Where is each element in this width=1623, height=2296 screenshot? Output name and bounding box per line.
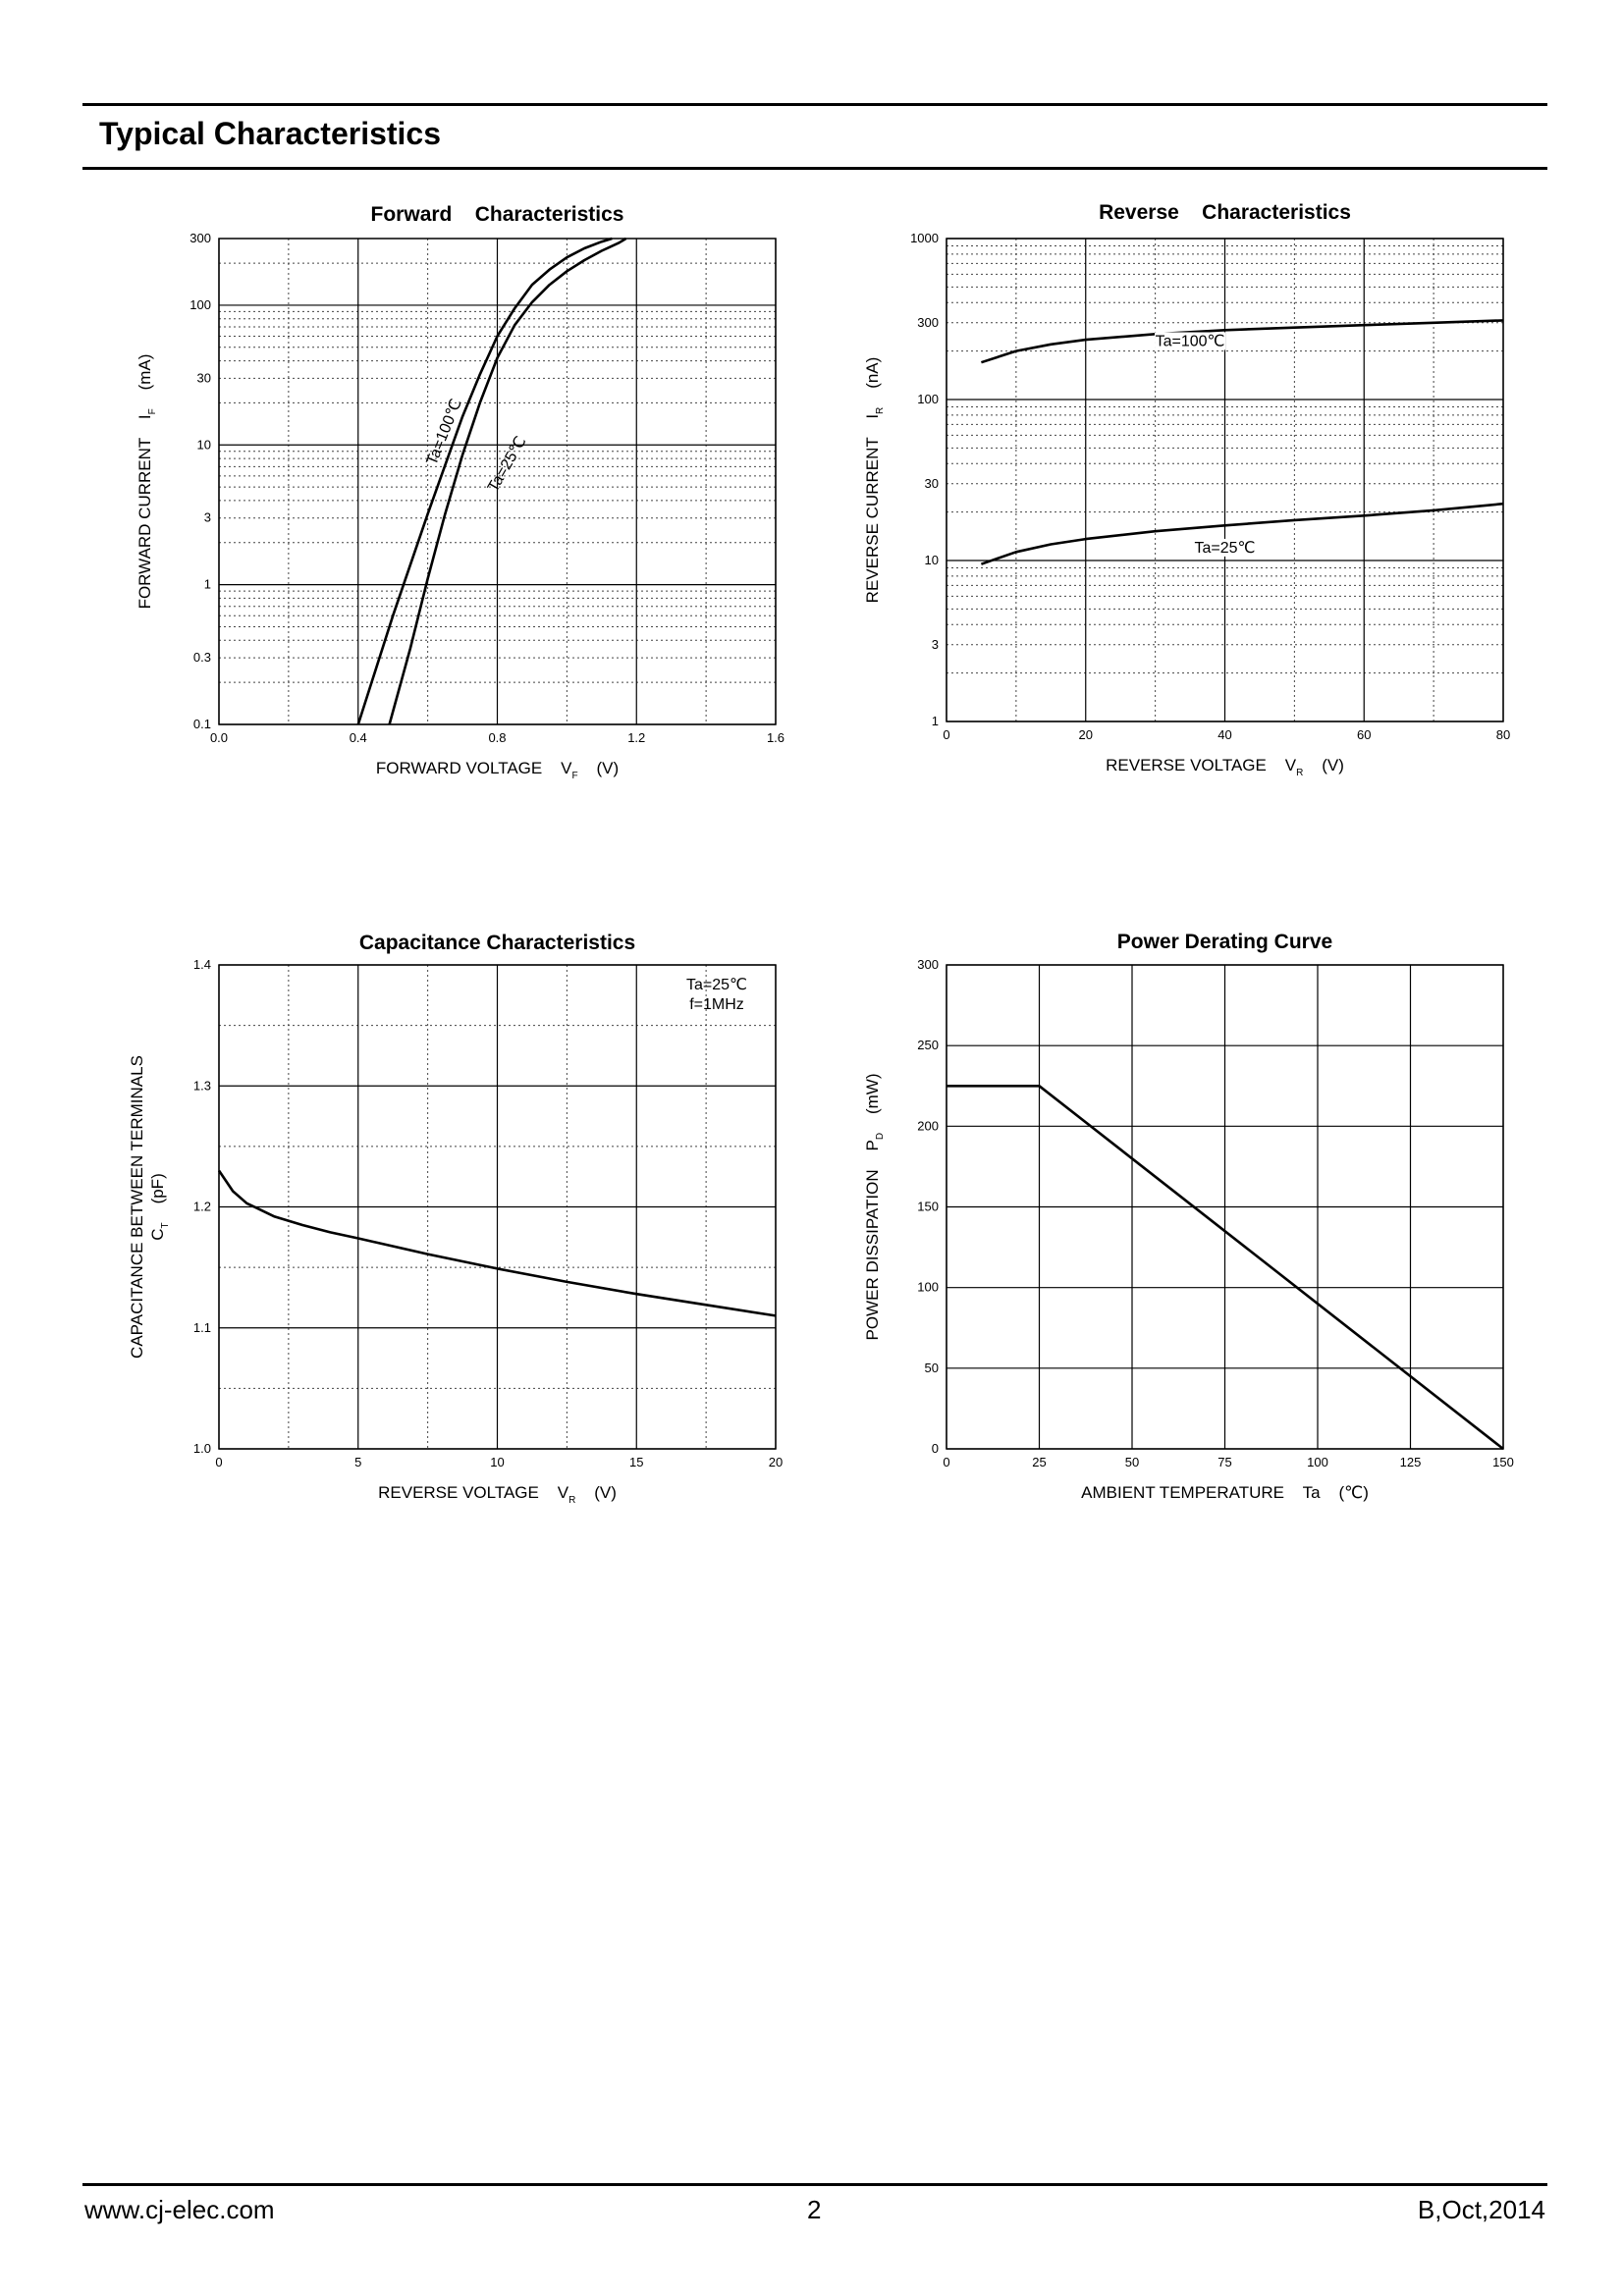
series-label: Ta=100℃ — [1155, 333, 1225, 350]
x-tick-label: 100 — [1307, 1455, 1328, 1469]
x-tick-label: 75 — [1217, 1455, 1232, 1469]
y-tick-label: 150 — [917, 1199, 939, 1214]
x-tick-label: 25 — [1032, 1455, 1047, 1469]
x-tick-label: 125 — [1399, 1455, 1422, 1469]
chart-annotation: Ta=25℃ — [685, 977, 748, 993]
y-tick-label: 0.3 — [192, 650, 211, 666]
y-tick-label: 10 — [196, 437, 211, 453]
y-tick-label: 10 — [924, 553, 939, 567]
chart-title: Forward Characteristics — [370, 203, 624, 226]
y-tick-label: 100 — [917, 392, 939, 406]
y-tick-label: 3 — [931, 636, 939, 652]
chart-title: Capacitance Characteristics — [358, 932, 636, 954]
grid-capacitance — [219, 965, 776, 1449]
x-tick-label: 0 — [943, 1455, 950, 1469]
y-tick-label: 1.2 — [192, 1199, 211, 1214]
y-tick-label: 300 — [189, 231, 211, 245]
y-tick-label: 300 — [917, 957, 939, 972]
x-tick-label: 20 — [1078, 727, 1093, 742]
chart-title: Power Derating Curve — [1116, 931, 1333, 953]
chart-title: Reverse Characteristics — [1099, 201, 1351, 224]
footer-url: www.cj-elec.com — [84, 2195, 275, 2224]
x-tick-label: 40 — [1217, 727, 1232, 742]
x-tick-label: 60 — [1357, 727, 1372, 742]
y-tick-label: 1000 — [910, 231, 939, 245]
y-axis-label: REVERSE CURRENT $I_R$ (nA) — [863, 356, 886, 604]
grid-reverse — [947, 239, 1503, 721]
x-tick-label: 150 — [1492, 1455, 1514, 1469]
section-title: Typical Characteristics — [99, 116, 442, 151]
x-tick-label: 1.6 — [766, 730, 785, 745]
x-axis-label: FORWARD VOLTAGE $V_F$ (V) — [375, 759, 620, 781]
x-tick-label: 50 — [1124, 1455, 1140, 1469]
x-tick-label: 15 — [629, 1455, 644, 1469]
x-tick-label: 10 — [490, 1455, 505, 1469]
x-tick-label: 0.8 — [488, 730, 507, 745]
series-label: Ta=25℃ — [1194, 539, 1256, 557]
y-tick-label: 30 — [196, 370, 211, 386]
footer-revision: B,Oct,2014 — [1417, 2195, 1545, 2224]
y-tick-label: 3 — [203, 509, 211, 525]
y-tick-label: 100 — [917, 1279, 939, 1295]
chart-forward — [135, 203, 784, 781]
y-axis-label: POWER DISSIPATION $P_D$ (mW) — [863, 1073, 886, 1341]
chart-annotation: f=1MHz — [689, 996, 744, 1013]
chart-capacitance — [128, 932, 783, 1506]
y-tick-label: 0.1 — [192, 717, 211, 731]
x-axis-label: AMBIENT TEMPERATURE Ta (℃) — [1081, 1483, 1369, 1502]
chart-reverse — [863, 201, 1510, 778]
y-tick-label: 1 — [931, 714, 939, 728]
x-tick-label: 0 — [215, 1455, 223, 1469]
y-tick-label: 1.0 — [192, 1441, 211, 1456]
y-axis-label: FORWARD CURRENT $I_F$ (mA) — [135, 353, 158, 610]
series-label: Ta=25℃ — [484, 433, 530, 496]
y-tick-label: 1.3 — [192, 1078, 211, 1094]
series-line — [390, 239, 626, 724]
y-tick-label: 50 — [924, 1360, 939, 1375]
grid-derating — [947, 965, 1503, 1449]
x-tick-label: 5 — [354, 1455, 362, 1469]
x-axis-label: REVERSE VOLTAGE $V_R$ (V) — [1106, 756, 1344, 778]
y-tick-label: 1.1 — [192, 1319, 211, 1335]
footer-page-number: 2 — [807, 2195, 822, 2224]
x-tick-label: 20 — [768, 1455, 784, 1469]
y-tick-label: 250 — [917, 1038, 939, 1053]
y-tick-label: 0 — [931, 1441, 939, 1456]
series-label: Ta=100℃ — [423, 397, 465, 468]
series-line — [981, 320, 1503, 362]
y-tick-label: 100 — [189, 296, 211, 312]
x-tick-label: 0.4 — [349, 730, 367, 745]
footer-rule — [82, 2183, 1547, 2186]
y-tick-label: 1.4 — [192, 957, 211, 972]
x-axis-label: REVERSE VOLTAGE $V_R$ (V) — [378, 1483, 617, 1506]
x-tick-label: 0 — [943, 727, 950, 742]
y-axis-label: CAPACITANCE BETWEEN TERMINALS $C_T$ (pF) — [128, 1055, 171, 1359]
x-tick-label: 80 — [1495, 727, 1511, 742]
y-tick-label: 30 — [924, 475, 939, 491]
y-tick-label: 200 — [917, 1118, 939, 1134]
x-tick-label: 0.0 — [209, 730, 229, 745]
chart-derating — [863, 931, 1514, 1502]
x-tick-label: 1.2 — [627, 730, 646, 745]
y-tick-label: 1 — [203, 576, 211, 592]
y-tick-label: 300 — [917, 314, 939, 330]
